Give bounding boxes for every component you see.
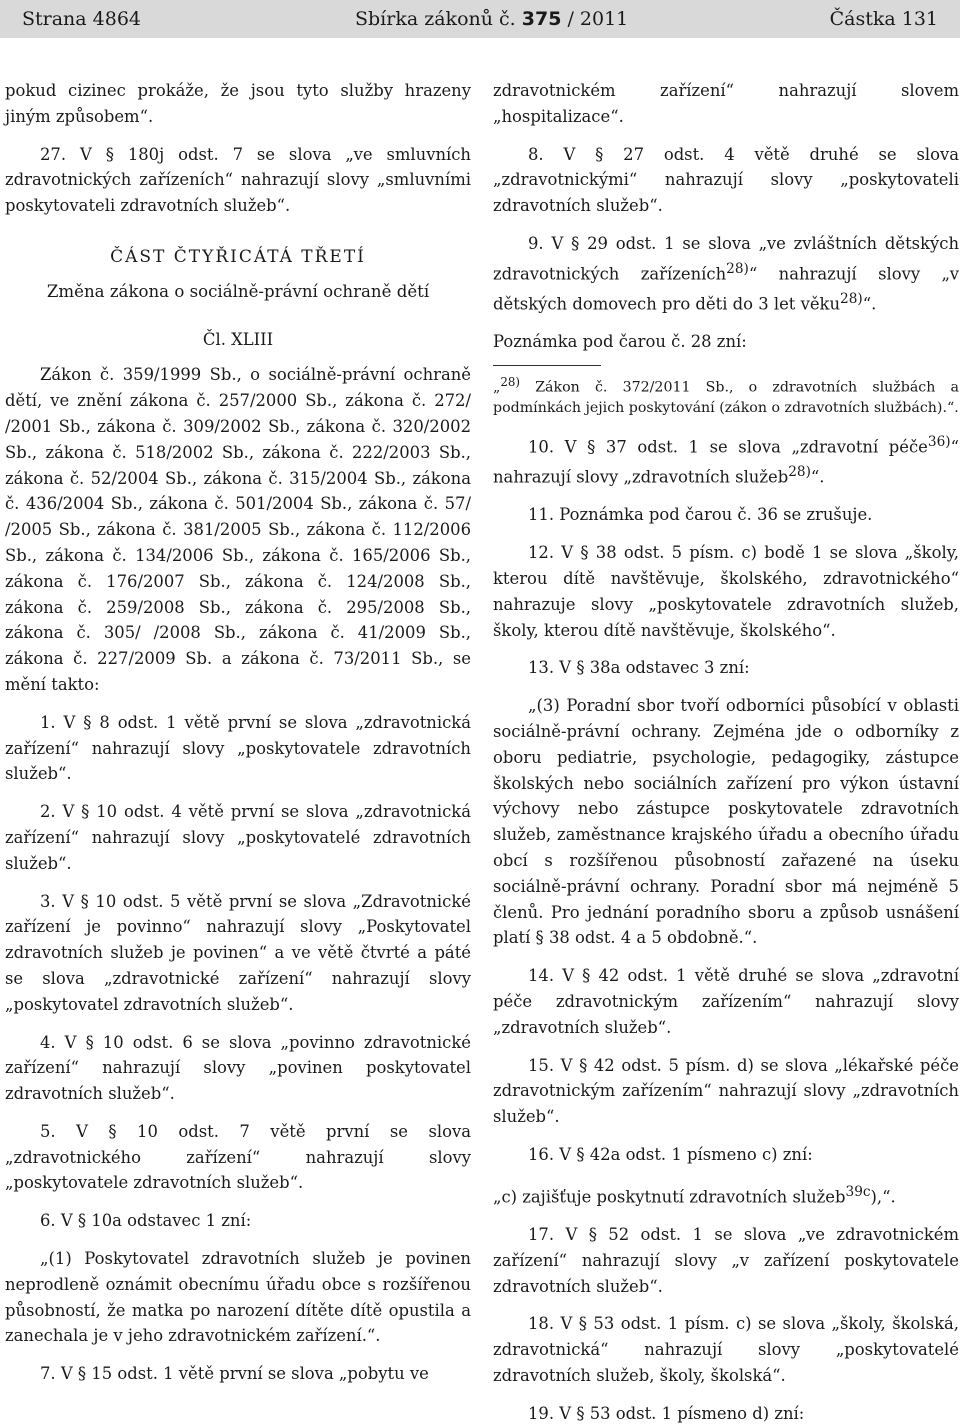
paragraph [493,430,959,491]
left-column [5,78,471,1387]
text: „ [493,379,501,396]
paragraph: 4. V § 10 odst. 6 se slova „povinno zdravotnické zařízení“ nahrazují slovy „povinen poskytovatel zdravotních služeb“. [5,1032,471,1104]
paragraph: 3. V § 10 odst. 5 větě první se slova „Zdravotnické zařízení je povinno“ nahrazují slovy „Poskytovatel zdravotních služeb je povinen“ a ve větě čtvrté a páté se slova „zdravotnické zařízení“ nahrazují slovy „poskytovatel zdravotních služeb“. [5,891,471,1014]
paragraph: 2. V § 10 odst. 4 větě první se slova „zdravotnická zařízení“ nahrazují slovy „poskytovatelé zdravotních služeb“. [5,802,471,873]
paragraph: 5. V § 10 odst. 7 větě první se slova „zdravotnického zařízení“ nahrazují slovy „poskytovatele zdravotních služeb“. [5,1121,471,1193]
paragraph: 15. V § 42 odst. 5 písm. d) se slova „lékařské péče zdravotnickým zařízením“ nahrazují slovy „zdravotních služeb“. [493,1055,959,1127]
paragraph: 17. V § 52 odst. 1 se slova „ve zdravotnickém zařízení“ nahrazují slovy „v zařízení poskytovatele zdravotních služeb“. [493,1224,959,1296]
text: 10. V § 37 odst. 1 se slova „zdravotní péče [528,437,928,457]
footnote-ref: 28) [726,260,749,277]
law-number: 375 [521,8,562,30]
collection-year: / 2011 [567,8,629,30]
footnote-ref: 28) [788,464,811,481]
paragraph: zdravotnickém zařízení“ nahrazují slovem „hospitalizace“. [493,81,959,126]
text: ),“. [870,1187,896,1207]
text: 9. V § 29 odst. 1 se slova „ve zvláštních dětských zdravotnických zařízeních [493,233,959,284]
footnote-ref: 39c [845,1183,871,1200]
paragraph: 7. V § 15 odst. 1 větě první se slova „pobytu ve [40,1364,429,1384]
paragraph: 12. V § 38 odst. 5 písm. c) bodě 1 se slova „školy, kterou dítě navštěvuje, školského, zdravotnického“ nahrazuje slovy „poskytovatele zdravotních služeb, školy, kterou dítě navštěvuje, školského“. [493,543,959,640]
footnote-text: Zákon č. 372/2011 Sb., o zdravotních službách a podmínkách jejich poskytování (zákon o zdravotních službách).“. [493,379,959,416]
paragraph: 13. V § 38a odstavec 3 zní: [528,658,750,678]
paragraph: pokud cizinec prokáže, že jsou tyto služby hrazeny jiným způsobem“. [5,81,471,126]
paragraph: Poznámka pod čarou č. 28 zní: [493,332,747,352]
paragraph: 11. Poznámka pod čarou č. 36 se zrušuje. [528,505,873,525]
paragraph: Zákon č. 359/1999 Sb., o sociálně-právní ochraně dětí, ve znění zákona č. 257/2000 Sb., zákona č. 272/ /2001 Sb., zákona č. 309/2002 Sb., zákona č. 320/2002 Sb., zákona č. 518/2002 Sb., zákona č. 222/2003 Sb., zákona č. 52/2004 Sb., zákona č. 315/2004 Sb., zákona č. 436/2004 Sb., zákona č. 501/2004 Sb., zákona č. 57/ /2005 Sb., zákona č. 381/2005 Sb., zákona č. 112/2006 Sb., zákona č. 134/2006 Sb., zákona č. 165/2006 Sb., zákona č. 176/2007 Sb., zákona č. 124/2008 Sb., zákona č. 259/2008 Sb., zákona č. 295/2008 Sb., zákona č. 305/ /2008 Sb., zákona č. 41/2009 Sb., zákona č. 227/2009 Sb. a zákona č. 73/2011 Sb., se mění takto: [5,365,471,694]
footnote-ref: 36) [927,433,951,450]
issue-number: Částka 131 [829,8,938,30]
footnote-ref: 28) [500,375,521,390]
text: “ nahrazují slovy „v dětských domovech pro děti do 3 let věku [493,264,960,314]
paragraph [493,231,959,317]
paragraph: 19. V § 53 odst. 1 písmeno d) zní: [528,1403,805,1423]
paragraph: 1. V § 8 odst. 1 větě první se slova „zdravotnická zařízení“ nahrazují slovy „poskytovatele zdravotních služeb“. [5,712,471,784]
collection-title [355,0,628,38]
collection-prefix: Sbírka zákonů č. [355,8,516,30]
text: „c) zajišťuje poskytnutí zdravotních služeb [493,1187,846,1207]
paragraph: 14. V § 42 odst. 1 větě druhé se slova „zdravotní péče zdravotnickým zařízením“ nahrazují slovy „zdravotních služeb“. [493,966,959,1037]
paragraph: 27. V § 180j odst. 7 se slova „ve smluvních zdravotnických zařízeních“ nahrazují slovy „smluvními poskytovateli zdravotních služeb“. [5,144,471,216]
part-title: ČÁST ČTYŘICÁTÁ TŘETÍ [110,246,366,267]
text: “ nahrazují slovy „zdravotních služeb [493,437,959,487]
page-number: Strana 4864 [22,8,142,30]
text: “. [810,467,825,487]
footnote-divider [493,365,601,366]
text: “. [862,294,877,314]
paragraph: 18. V § 53 odst. 1 písm. c) se slova „školy, školská, zdravotnická“ nahrazují slovy „poskytovatelé zdravotních služeb, školy, školská“. [493,1314,959,1385]
paragraph: 8. V § 27 odst. 4 větě druhé se slova „zdravotnickými“ nahrazují slovy „poskytovateli zdravotních služeb“. [493,144,959,216]
footnote-ref: 28) [840,291,863,308]
quoted-paragraph: „(3) Poradní sbor tvoří odborníci působící v oblasti sociálně-právní ochrany. Zejména jde o odborníky z oboru pediatrie, psychologie, pedagogiky, zástupce školských nebo sociálních zařízení pro výkon ústavní výchovy nebo zástupce poskytovatele zdravotních služeb, zaměstnance krajského úřadu a obecního úřadu obcí s rozšířenou působností zařazené na úseku sociálně-právní ochrany. Poradní sbor má nejméně 5 členů. Pro jednání poradního sboru a způsob usnášení platí § 38 odst. 4 a 5 obdobně.“. [493,696,959,948]
part-subtitle: Změna zákona o sociálně-právní ochraně dětí [46,281,430,301]
page-header [0,0,960,38]
footnote [493,372,959,418]
article-number: Čl. XLIII [202,329,274,349]
paragraph: 16. V § 42a odst. 1 písmeno c) zní: [528,1144,813,1164]
paragraph [493,1180,959,1210]
paragraph: 6. V § 10a odstavec 1 zní: [40,1211,252,1231]
quoted-paragraph: „(1) Poskytovatel zdravotních služeb je povinen neprodleně oznámit obecnímu úřadu obce s rozšířenou působností, že matka po narození dítěte dítě opustila a zanechala je v jeho zdravotnickém zařízení.“. [5,1249,471,1346]
right-column [493,78,959,1427]
